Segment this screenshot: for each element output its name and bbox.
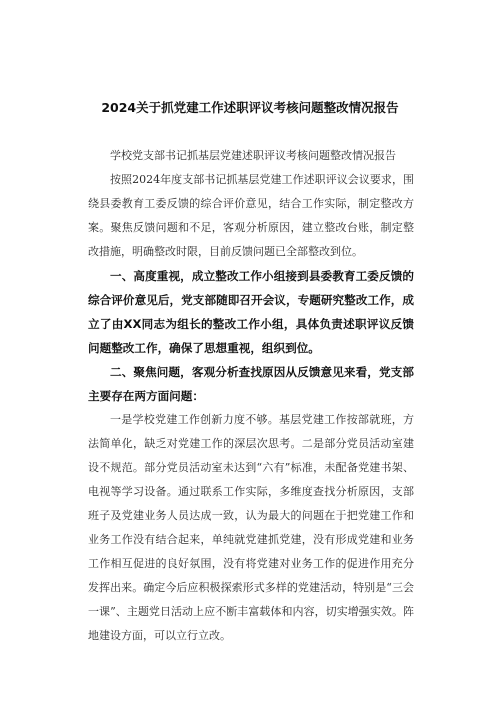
paragraph-section-2: 二、聚焦问题，客观分析查找原因从反馈意见来看，党支部主要存在两方面问题： [88,365,414,403]
paragraph-subtitle: 学校党支部书记抓基层党建述职评议考核问题整改情况报告 [110,149,396,162]
paragraph-intro: 按照2024年度支部书记抓基层党建工作述职评议会议要求，围绕县委教育工委反馈的综合评价意见，结合工作实际，制定整改方案。聚焦反馈问题和不足，客观分析原因，建立整改台账，制定整改措施，明确整改时限，目前反馈问题已全部整改到位。 [88,173,414,258]
paragraph-problems: 一是学校党建工作创新力度不够。基层党建工作按部就班，方法简单化，缺乏对党建工作的深层次思考。二是部分党员活动室建设不规范。部分党员活动室未达到“六有”标准，未配备党建书架、电视等学习设备。通过联系工作实际，多维度查找分析原因，支部班子及党建业务人员达成一致，认为最大的问题在于把党建工作和业务工作没有结合起来，单纯就党建抓党建，没有形成党建和业务工作相互促进的良好氛围，没有将党建对业务工作的促进作用充分发挥出来。确定今后应积极探索形式多样的党建活动，特别是“三会一课”、主题党日活动上应不断丰富载体和内容，切实增强实效。阵地建设方面，可以立行立改。 [88,413,414,642]
document-title: 2024关于抓党建工作述职评议考核问题整改情况报告 [101,100,399,115]
paragraph-section-1: 一、高度重视，成立整改工作小组接到县委教育工委反馈的综合评价意见后，党支部随即召开会议，专题研究整改工作，成立了由XX同志为组长的整改工作小组，具体负责述职评议反馈问题整改工作，确保了思想重视，组织到位。 [88,269,414,355]
document-body [88,144,414,648]
